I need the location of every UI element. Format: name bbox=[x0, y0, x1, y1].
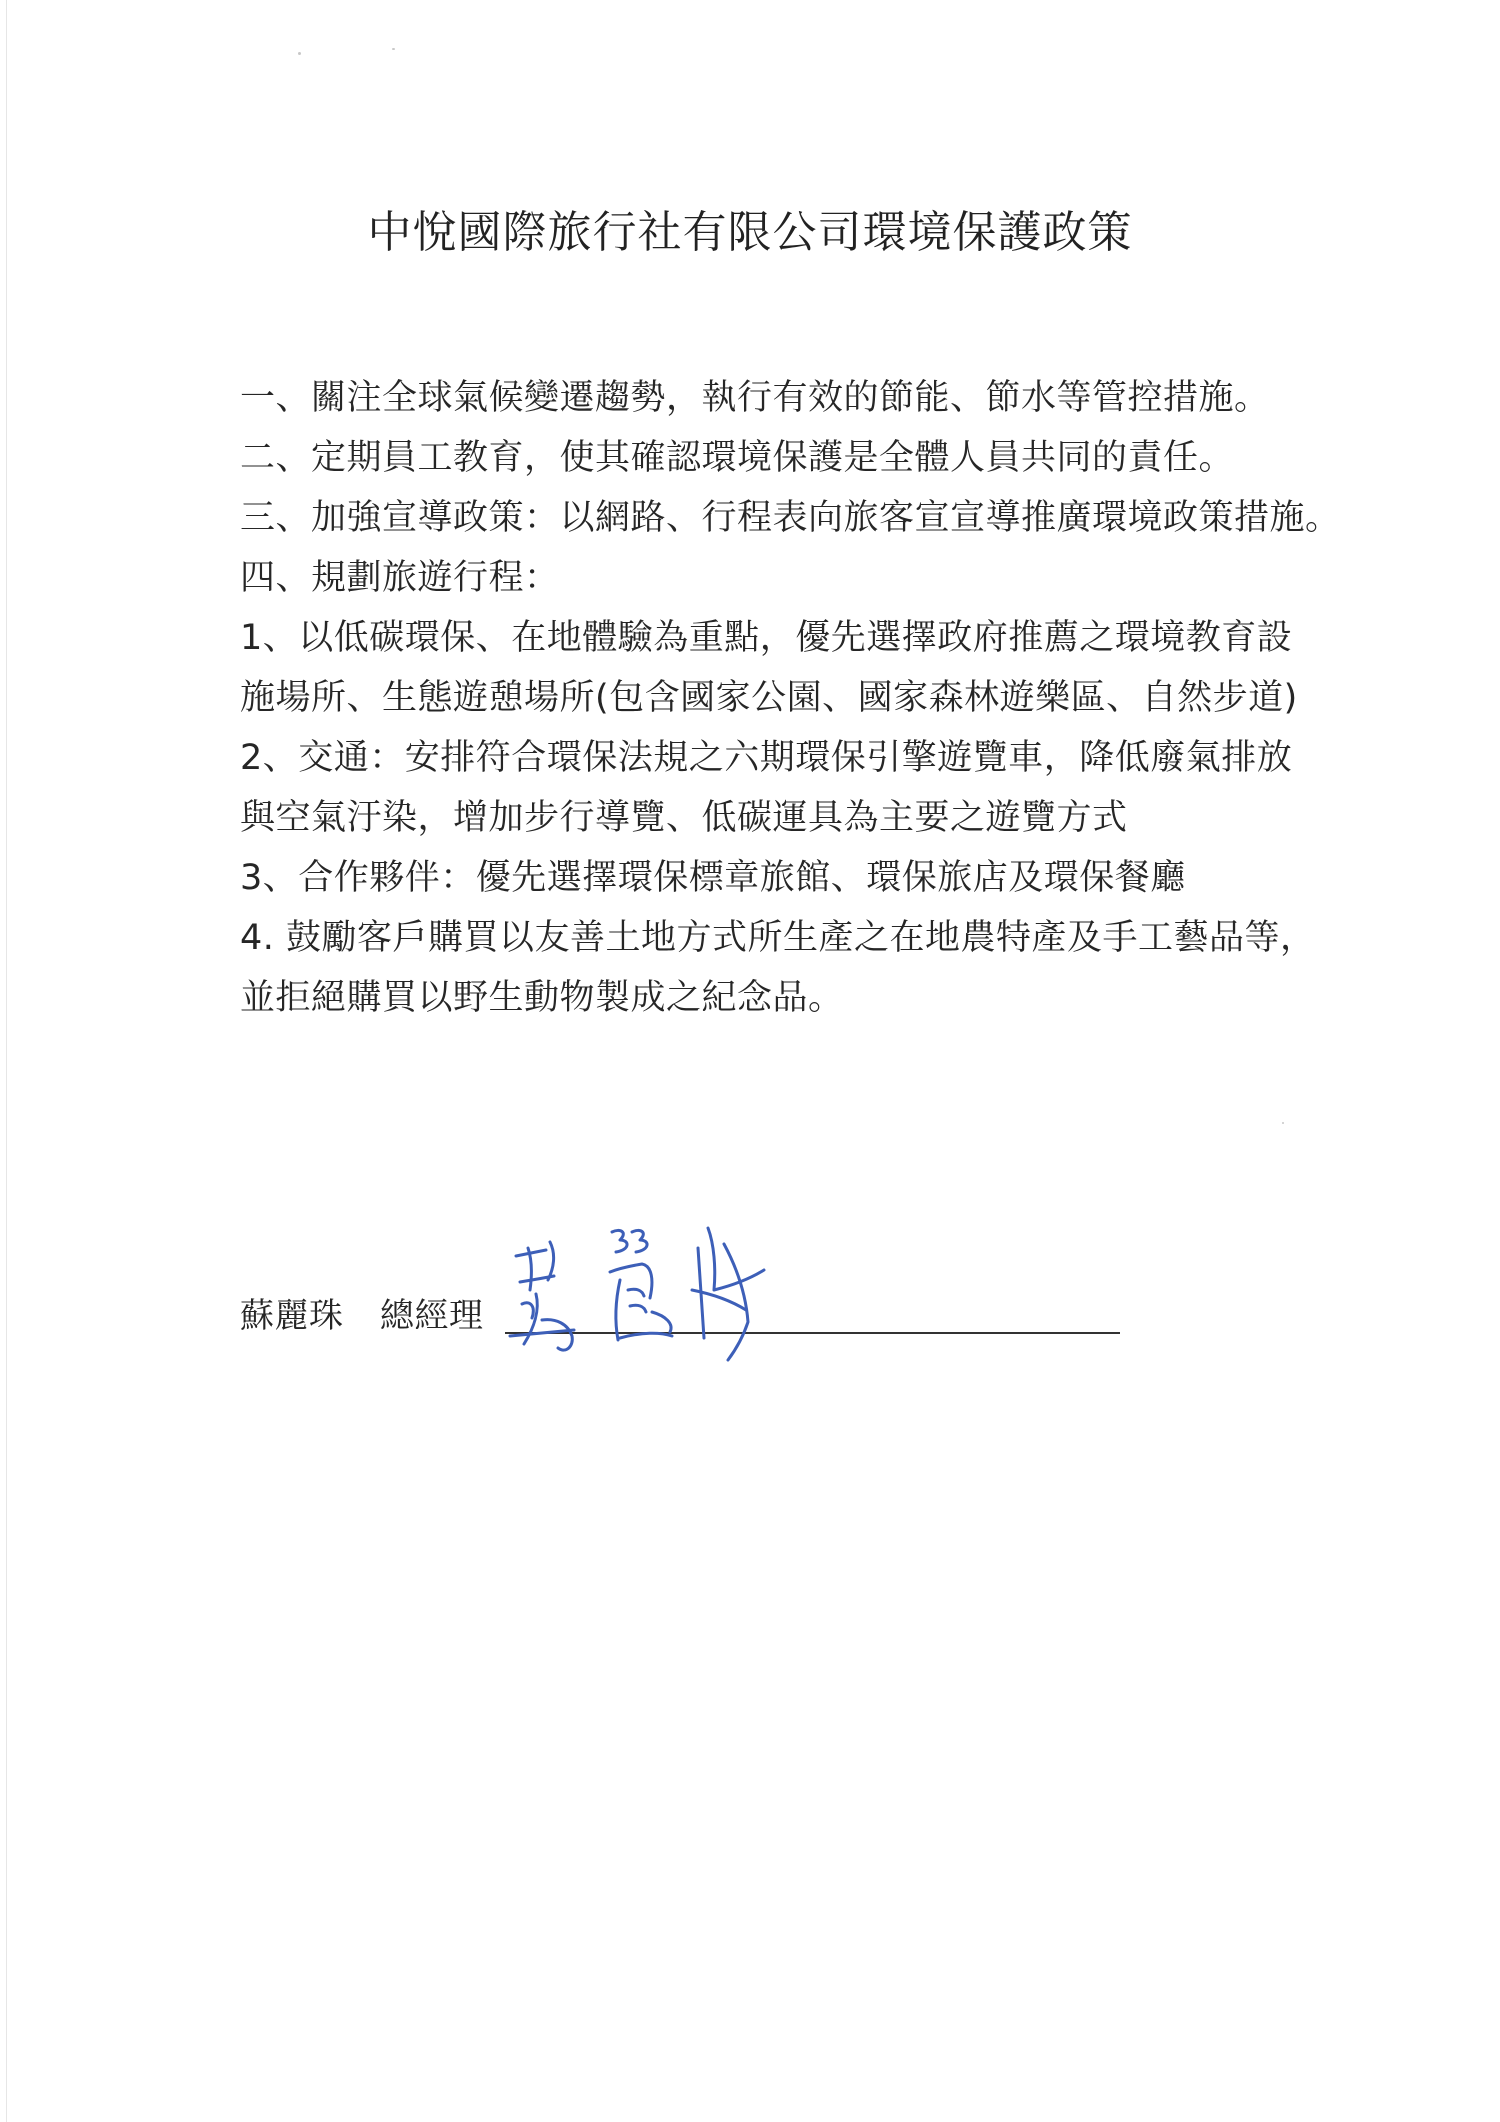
handwritten-signature bbox=[502, 1220, 822, 1380]
scan-edge bbox=[6, 0, 7, 2122]
policy-line: 3、合作夥伴：優先選擇環保標章旅館、環保旅店及環保餐廳 bbox=[240, 858, 1186, 898]
signature-block bbox=[240, 1220, 940, 1380]
scan-speck bbox=[1282, 1122, 1284, 1124]
policy-line: 與空氣汙染，增加步行導覽、低碳運具為主要之遊覽方式 bbox=[240, 798, 1128, 838]
signer-name: 蘇麗珠 bbox=[240, 1296, 344, 1336]
policy-line: 並拒絕購買以野生動物製成之紀念品。 bbox=[240, 978, 844, 1018]
policy-line: 2、交通：安排符合環保法規之六期環保引擎遊覽車，降低廢氣排放 bbox=[240, 738, 1293, 778]
scan-speck bbox=[298, 52, 301, 55]
signer-title: 總經理 bbox=[380, 1296, 484, 1336]
document-title: 中悅國際旅行社有限公司環境保護政策 bbox=[367, 207, 1133, 258]
policy-line: 三、加強宣導政策：以網路、行程表向旅客宣宣導推廣環境政策措施。 bbox=[240, 498, 1341, 538]
policy-line: 4. 鼓勵客戶購買以友善土地方式所生產之在地農特產及手工藝品等， bbox=[240, 918, 1316, 958]
policy-line: 一、關注全球氣候變遷趨勢，執行有效的節能、節水等管控措施。 bbox=[240, 378, 1270, 418]
policy-line: 二、定期員工教育，使其確認環境保護是全體人員共同的責任。 bbox=[240, 438, 1235, 478]
policy-line: 四、規劃旅遊行程： bbox=[240, 558, 560, 598]
policy-line: 1、以低碳環保、在地體驗為重點，優先選擇政府推薦之環境教育設 bbox=[240, 618, 1293, 658]
policy-body bbox=[240, 368, 1341, 1028]
scan-speck bbox=[392, 48, 395, 50]
policy-line: 施場所、生態遊憩場所(包含國家公園、國家森林遊樂區、自然步道) bbox=[240, 678, 1298, 718]
